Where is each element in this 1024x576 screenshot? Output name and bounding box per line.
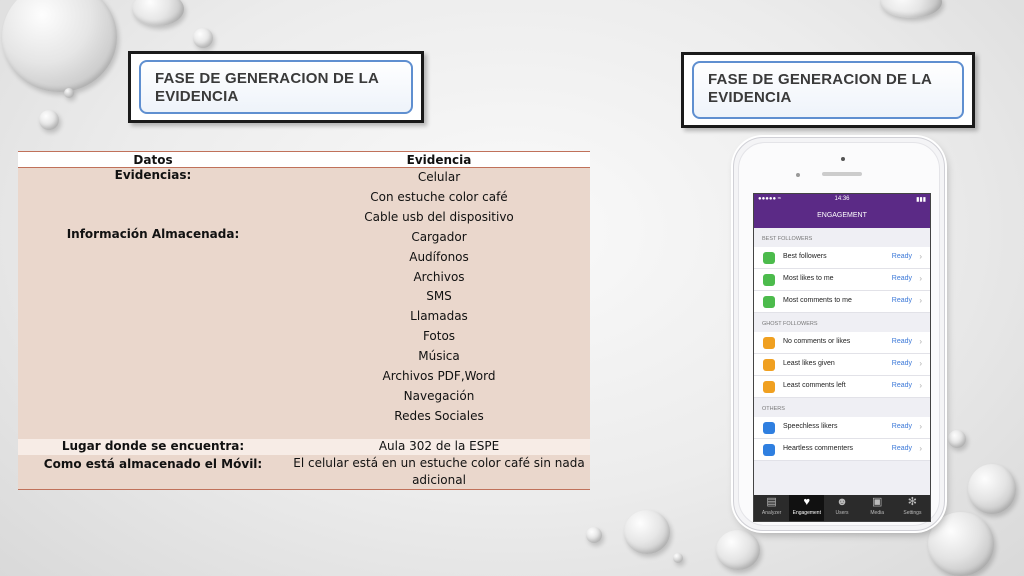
slide-title xyxy=(708,71,932,107)
settings-icon: ✻ xyxy=(907,496,918,508)
water-drop xyxy=(880,0,942,18)
evidence-item: Navegación xyxy=(403,388,475,403)
status-label: Ready xyxy=(891,297,912,304)
label-almacenado: Como está almacenado el Móvil: xyxy=(18,455,288,490)
slide-title-line-2: EVIDENCIA xyxy=(708,89,792,106)
list-item[interactable] xyxy=(754,417,930,439)
list-item-label: Speechless likers xyxy=(783,423,838,430)
evidence-item: Cargador xyxy=(411,229,467,244)
water-drop xyxy=(2,0,117,92)
chevron-right-icon: › xyxy=(919,359,922,368)
water-drop xyxy=(673,553,683,563)
water-drop xyxy=(193,28,213,48)
evidence-item: Redes Sociales xyxy=(394,408,484,423)
evidence-item: Audífonos xyxy=(409,249,469,264)
title-frame xyxy=(692,61,964,119)
label-informacion: Información Almacenada: xyxy=(66,227,240,241)
engagement-list xyxy=(754,228,930,461)
water-drop xyxy=(624,510,670,554)
list-item[interactable] xyxy=(754,354,930,376)
evidence-list xyxy=(288,168,590,427)
tab-analyzer[interactable] xyxy=(754,495,789,521)
category-icon xyxy=(763,337,775,349)
table-row-evidence xyxy=(18,168,590,440)
list-item[interactable] xyxy=(754,332,930,354)
status-label: Ready xyxy=(891,423,912,430)
nav-title: ENGAGEMENT xyxy=(754,206,930,228)
section-header: OTHERS xyxy=(762,406,785,412)
battery-icon: ▮▮▮ xyxy=(916,197,926,203)
water-drop xyxy=(39,110,59,130)
tab-label: Media xyxy=(870,510,885,516)
slide-title xyxy=(155,70,379,106)
evidence-item: Música xyxy=(418,349,460,364)
water-drop xyxy=(928,512,994,576)
chevron-right-icon: › xyxy=(919,296,922,305)
label-evidencias: Evidencias: xyxy=(114,168,192,182)
chevron-right-icon: › xyxy=(919,274,922,283)
title-box-right xyxy=(681,52,975,128)
category-icon xyxy=(763,444,775,456)
evidence-item: Con estuche color café xyxy=(370,189,508,204)
table-row-lugar xyxy=(18,439,590,455)
water-drop xyxy=(64,88,74,98)
list-item-label: Best followers xyxy=(783,253,827,260)
list-item-label: Least likes given xyxy=(783,360,835,367)
list-item-label: Most likes to me xyxy=(783,275,834,282)
list-item-label: No comments or likes xyxy=(783,338,851,345)
tab-media[interactable] xyxy=(860,495,895,521)
status-time: 14:36 xyxy=(834,196,850,202)
chevron-right-icon: › xyxy=(919,252,922,261)
tab-bar xyxy=(754,495,930,521)
category-icon xyxy=(763,381,775,393)
label-cell xyxy=(18,168,288,440)
slide-title-line-2: EVIDENCIA xyxy=(155,88,239,105)
list-item[interactable] xyxy=(754,291,930,313)
water-drop xyxy=(716,530,760,570)
engagement-icon: ♥ xyxy=(803,496,811,508)
analyzer-icon: ▤ xyxy=(766,496,777,508)
tab-settings[interactable] xyxy=(895,495,930,521)
water-drop xyxy=(968,464,1016,514)
list-item[interactable] xyxy=(754,439,930,461)
value-lugar: Aula 302 de la ESPE xyxy=(288,439,590,455)
list-item[interactable] xyxy=(754,269,930,291)
evidence-item: SMS xyxy=(426,289,452,304)
value-almacenado: El celular está en un estuche color café sin nada adicional xyxy=(288,455,590,490)
tab-label: Settings xyxy=(903,510,922,516)
status-label: Ready xyxy=(891,382,912,389)
chevron-right-icon: › xyxy=(919,337,922,346)
phone-speaker xyxy=(822,172,862,176)
water-drop xyxy=(948,430,966,448)
table-row-almacenado xyxy=(18,455,590,490)
status-label: Ready xyxy=(891,445,912,452)
label-lugar: Lugar donde se encuentra: xyxy=(18,439,288,455)
phone-screen xyxy=(753,193,931,522)
evidence-item: Archivos PDF,Word xyxy=(382,369,496,384)
chevron-right-icon: › xyxy=(919,444,922,453)
tab-label: Engagement xyxy=(792,510,821,516)
list-item[interactable] xyxy=(754,376,930,398)
water-drop xyxy=(132,0,184,26)
evidence-item: Llamadas xyxy=(410,309,468,324)
status-label: Ready xyxy=(891,360,912,367)
phone-camera-dot xyxy=(841,157,845,161)
category-icon xyxy=(763,359,775,371)
evidence-item: Fotos xyxy=(422,329,456,344)
title-frame xyxy=(139,60,413,114)
tab-label: Analyzer xyxy=(761,510,782,516)
signal-indicator: ●●●●● ≈ xyxy=(758,196,782,202)
list-item[interactable] xyxy=(754,247,930,269)
media-icon: ▣ xyxy=(872,496,883,508)
chevron-right-icon: › xyxy=(919,381,922,390)
evidence-list-cell xyxy=(288,168,590,440)
section-header: GHOST FOLLOWERS xyxy=(762,321,818,327)
evidence-table xyxy=(18,151,590,490)
slide-title-line-1: FASE DE GENERACION DE LA xyxy=(708,71,932,88)
evidence-item: Celular xyxy=(417,170,461,184)
evidence-item: Archivos xyxy=(413,269,465,284)
category-icon xyxy=(763,296,775,308)
tab-users[interactable] xyxy=(824,495,859,521)
chevron-right-icon: › xyxy=(919,422,922,431)
phone-side-dot xyxy=(796,173,800,177)
table-header-row xyxy=(18,152,590,168)
section-header: BEST FOLLOWERS xyxy=(762,236,813,242)
list-item-label: Least comments left xyxy=(783,382,846,389)
tab-engagement[interactable] xyxy=(789,495,824,521)
title-box-left xyxy=(128,51,424,123)
status-label: Ready xyxy=(891,275,912,282)
category-icon xyxy=(763,252,775,264)
status-label: Ready xyxy=(891,253,912,260)
evidence-item: Cable usb del dispositivo xyxy=(364,209,514,224)
category-icon xyxy=(763,422,775,434)
water-drop xyxy=(586,527,602,543)
users-icon: ☻ xyxy=(836,496,848,508)
status-bar xyxy=(754,194,930,206)
slide-title-line-1: FASE DE GENERACION DE LA xyxy=(155,70,379,87)
tab-label: Users xyxy=(835,510,849,516)
list-item-label: Most comments to me xyxy=(783,297,852,304)
list-item-label: Heartless commenters xyxy=(783,445,854,452)
header-evidencia: Evidencia xyxy=(288,152,590,168)
category-icon xyxy=(763,274,775,286)
status-label: Ready xyxy=(891,338,912,345)
header-datos: Datos xyxy=(18,152,288,168)
